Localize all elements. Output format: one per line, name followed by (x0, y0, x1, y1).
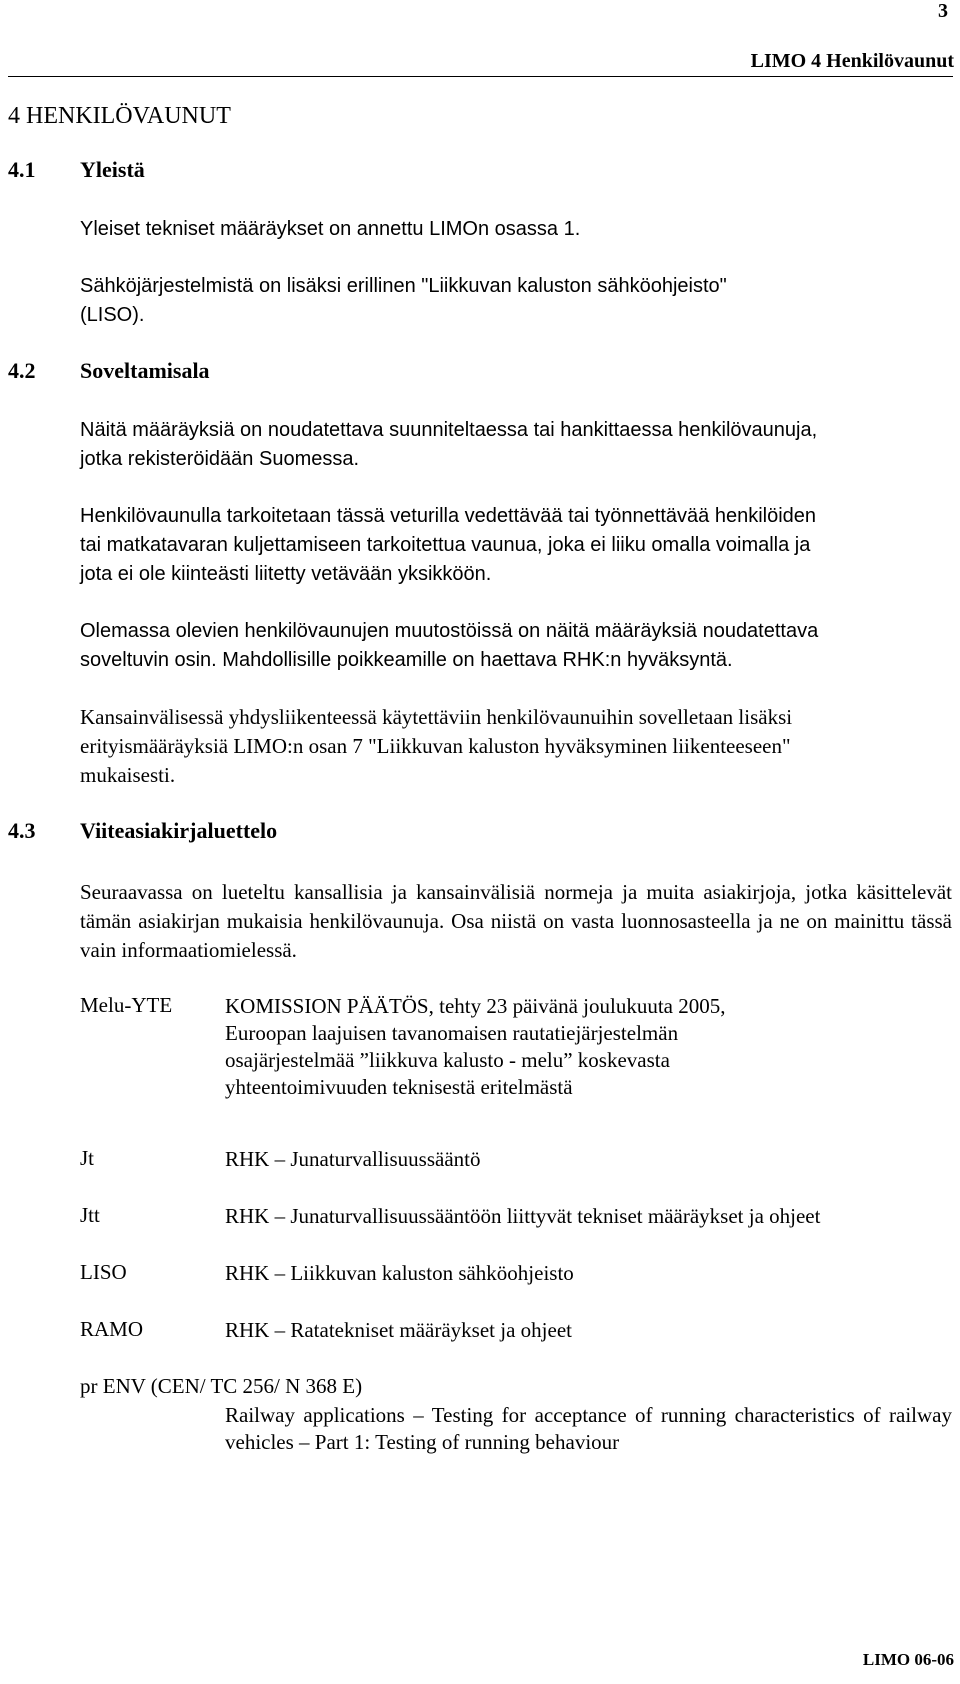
section-title: Viiteasiakirjaluettelo (80, 818, 278, 843)
reference-key-pr-env: pr ENV (CEN/ TC 256/ N 368 E) (80, 1374, 363, 1398)
reference-value-ramo: RHK – Ratatekniset määräykset ja ohjeet (225, 1318, 572, 1342)
paragraph-scope-3-line2: soveltuvin osin. Mahdollisille poikkeamille on haettava RHK:n hyväksyntä. (80, 649, 733, 671)
reference-value-line: Euroopan laajuisen tavanomaisen rautatiejärjestelmän (225, 1021, 679, 1045)
paragraph-scope-3-line1: Olemassa olevien henkilövaunujen muutostöissä on näitä määräyksiä noudatettava (80, 620, 819, 642)
reference-value-jt: RHK – Junaturvallisuussääntö (225, 1147, 481, 1171)
section-heading-4-3 (0, 818, 960, 848)
paragraph-general-2-line1: Sähköjärjestelmistä on lisäksi erillinen "Liikkuvan kaluston sähköohjeisto" (80, 275, 727, 297)
section-number: 4.3 (8, 818, 36, 843)
running-header-title: LIMO 4 Henkilövaunut (750, 50, 954, 72)
paragraph-scope-1-line1: Näitä määräyksiä on noudatettava suunniteltaessa tai hankittaessa henkilövaunuja, (80, 419, 818, 441)
paragraph-general-1: Yleiset tekniset määräykset on annettu LIMOn osassa 1. (80, 218, 581, 240)
reference-key-jt: Jt (80, 1146, 95, 1170)
reference-key-liso: LISO (80, 1260, 127, 1284)
reference-value-melu-yte (225, 993, 725, 1101)
reference-key-ramo: RAMO (80, 1317, 144, 1341)
chapter-title: 4 HENKILÖVAUNUT (8, 103, 231, 129)
section-heading-4-2 (0, 358, 960, 388)
paragraph-scope-2-line3: jota ei ole kiinteästi liitetty vetävään yksikköön. (80, 563, 492, 585)
reference-value-pr-env: Railway applications – Testing for acceptance of running characteristics of railway vehicles – Part 1: Testing of running behaviour (225, 1403, 952, 1454)
paragraph-references-intro: Seuraavassa on lueteltu kansallisia ja kansainvälisiä normeja ja muita asiakirjoja, jotka käsittelevät tämän asiakirjan mukaisia henkilövaunuja. Osa niistä on vasta luonnosasteella ja ne on mainittu tässä vain informaatiomielessä. (80, 880, 952, 962)
reference-value-line: osajärjestelmää ”liikkuva kalusto - melu” koskevasta (225, 1048, 670, 1072)
paragraph-scope-4-line1: Kansainvälisessä yhdysliikenteessä käytettäviin henkilövaunuihin sovelletaan lisäksi (80, 705, 793, 729)
reference-value-line: KOMISSION PÄÄTÖS, tehty 23 päivänä joulukuuta 2005, (225, 994, 726, 1018)
section-heading-4-1 (0, 157, 960, 187)
paragraph-scope-1-line2: jotka rekisteröidään Suomessa. (80, 448, 360, 470)
section-number: 4.1 (8, 157, 36, 182)
section-title: Yleistä (80, 157, 145, 182)
reference-value-line: yhteentoimivuuden teknisestä eritelmästä (225, 1075, 573, 1099)
paragraph-general-2-line2: (LISO). (80, 304, 145, 326)
reference-key-melu-yte: Melu-YTE (80, 993, 173, 1017)
paragraph-scope-2-line1: Henkilövaunulla tarkoitetaan tässä veturilla vedettävää tai työnnettävää henkilöiden (80, 505, 817, 527)
paragraph-scope-4-line3: mukaisesti. (80, 763, 176, 787)
page-number: 3 (938, 0, 948, 22)
reference-value-liso: RHK – Liikkuvan kaluston sähköohjeisto (225, 1261, 574, 1285)
header-rule (8, 76, 953, 77)
footer-document-code: LIMO 06-06 (862, 1650, 954, 1669)
section-title: Soveltamisala (80, 358, 210, 383)
section-number: 4.2 (8, 358, 36, 383)
paragraph-scope-2-line2: tai matkatavaran kuljettamiseen tarkoitettua vaunua, joka ei liiku omalla voimalla ja (80, 534, 811, 556)
reference-key-jtt: Jtt (80, 1203, 100, 1227)
reference-value-jtt: RHK – Junaturvallisuussääntöön liittyvät tekniset määräykset ja ohjeet (225, 1204, 821, 1228)
paragraph-scope-4-line2: erityismääräyksiä LIMO:n osan 7 "Liikkuvan kaluston hyväksyminen liikenteeseen" (80, 734, 791, 758)
